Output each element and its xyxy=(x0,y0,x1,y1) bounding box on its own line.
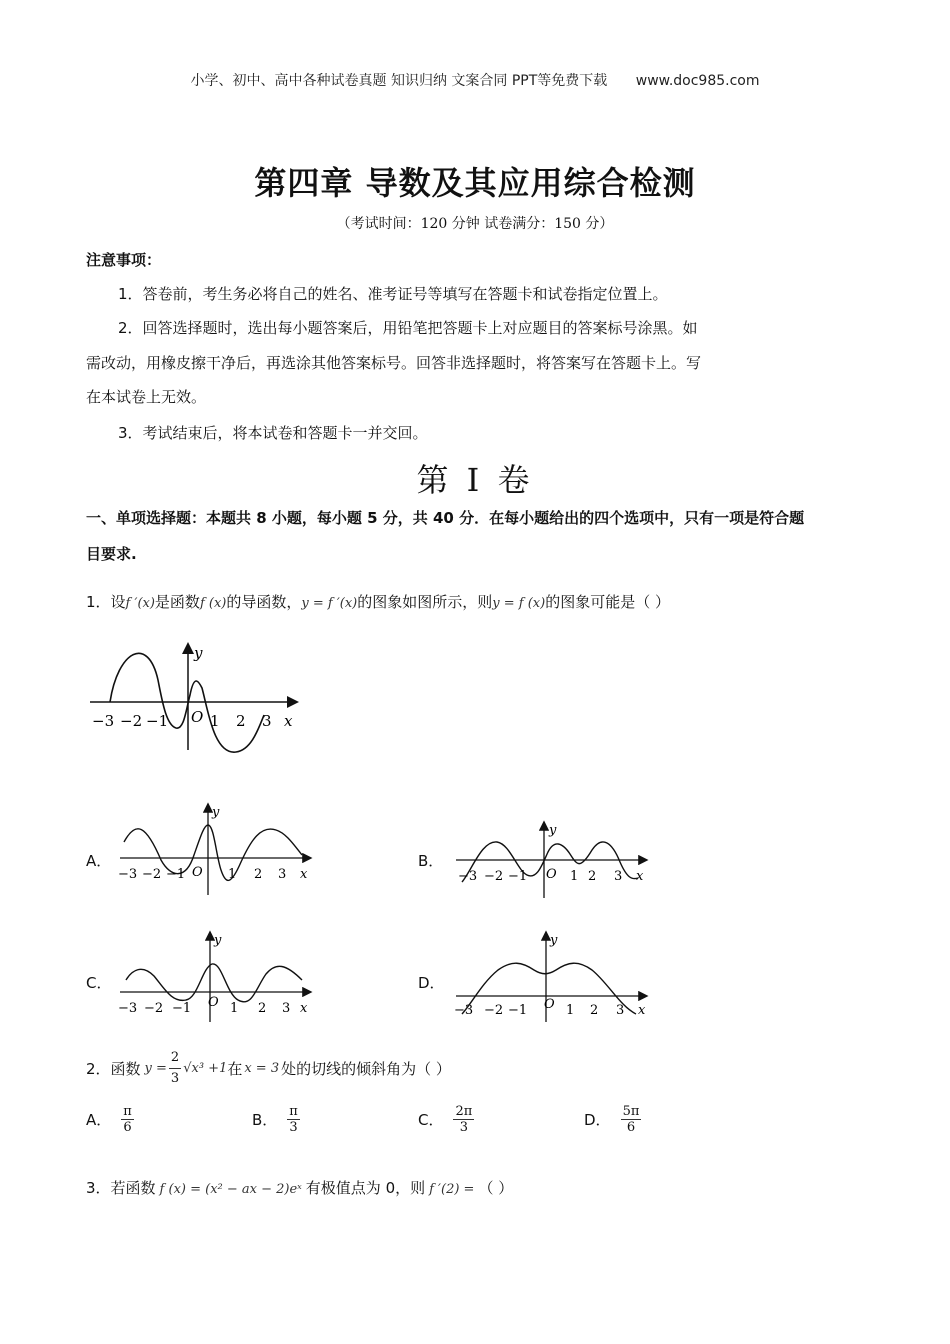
option-b-graph[interactable] xyxy=(452,820,652,900)
page-header xyxy=(0,70,950,90)
tick-label: −3 xyxy=(118,1001,138,1016)
tick-label: −3 xyxy=(92,712,115,730)
tick-label: −1 xyxy=(508,869,528,884)
tick-label: 2 xyxy=(254,867,263,882)
tick-label: 3 xyxy=(262,712,272,730)
q3-number: 3．若函数 xyxy=(86,1179,156,1197)
option-b-label[interactable]: B． xyxy=(418,852,444,870)
tick-label: 1 xyxy=(228,867,237,882)
q2-math-1a: y = xyxy=(144,1060,167,1076)
origin-label: O xyxy=(208,995,219,1010)
header-text: 小学、初中、高中各种试卷真题 知识归纳 文案合同 PPT等免费下载 xyxy=(190,73,608,89)
q2-d-den: 6 xyxy=(626,1120,636,1135)
origin-label: O xyxy=(546,867,557,882)
tick-label: −2 xyxy=(142,867,162,882)
q2-c-num: 2π xyxy=(455,1104,473,1119)
q2-frac-den: 3 xyxy=(170,1071,180,1086)
tick-label: 3 xyxy=(616,1003,625,1018)
option-label: B． xyxy=(252,1111,278,1129)
q2-b-den: 3 xyxy=(289,1120,298,1135)
question-3 xyxy=(86,1178,513,1200)
q1-math-2: f (x) xyxy=(199,596,227,611)
q3-text-1: 有极值点为 0，则 xyxy=(305,1179,426,1197)
notice-item-2-line-3: 在本试卷上无效。 xyxy=(86,388,207,406)
q1-math-4: y = f (x) xyxy=(492,596,546,611)
tick-label: −2 xyxy=(484,869,504,884)
q2-option-c[interactable] xyxy=(418,1104,474,1135)
y-axis-label: y xyxy=(212,805,220,820)
notice-item-1: 1．答卷前，考生务必将自己的姓名、准考证号等填写在答题卡和试卷指定位置上。 xyxy=(118,285,668,303)
x-axis-label: x xyxy=(636,869,644,884)
q1-text-1: 是函数 xyxy=(154,593,200,611)
tick-label: −1 xyxy=(508,1003,528,1018)
q3-math-2: f ′(2) = xyxy=(429,1182,475,1197)
q1-math-3: y = f ′(x) xyxy=(301,596,358,611)
tick-label: 2 xyxy=(588,869,597,884)
volume-heading: 第 I 卷 xyxy=(416,461,534,499)
y-axis-label: y xyxy=(549,823,557,838)
option-d-graph[interactable] xyxy=(452,928,652,1024)
option-d-label[interactable]: D． xyxy=(418,974,445,992)
section-heading-line-1: 一、单项选择题：本题共 8 小题，每小题 5 分，共 40 分．在每小题给出的四个选项中，只有一项是符合题 xyxy=(86,509,805,527)
y-axis-label: y xyxy=(550,933,558,948)
tick-label: 3 xyxy=(614,869,623,884)
option-label: C． xyxy=(418,1111,444,1129)
y-axis-label: y xyxy=(214,933,222,948)
tick-label: −1 xyxy=(166,867,186,882)
header-url[interactable]: www.doc985.com xyxy=(635,73,760,89)
origin-label: O xyxy=(192,865,203,880)
tick-label: 1 xyxy=(230,1001,239,1016)
q2-option-a[interactable] xyxy=(86,1104,134,1135)
q2-math-2: x = 3 xyxy=(244,1060,280,1076)
question-1 xyxy=(86,592,670,614)
q1-text-4: 的图象可能是（ ） xyxy=(545,593,670,611)
q2-frac-num: 2 xyxy=(169,1048,181,1069)
tick-label: −3 xyxy=(454,1003,474,1018)
q3-math-1: f (x) = (x² − ax − 2)eˣ xyxy=(159,1182,302,1197)
y-axis-label: y xyxy=(194,644,203,662)
tick-label: −1 xyxy=(172,1001,192,1016)
q1-math-1: f ′(x) xyxy=(125,596,155,611)
x-axis-label: x xyxy=(638,1003,646,1018)
q2-b-num: π xyxy=(289,1104,298,1119)
tick-label: 1 xyxy=(566,1003,575,1018)
q2-math-1b: √x³ +1 xyxy=(183,1060,228,1076)
origin-label: O xyxy=(544,997,555,1012)
notice-item-2-line-1: 2．回答选择题时，选出每小题答案后，用铅笔把答题卡上对应题目的答案标号涂黑。如 xyxy=(118,319,698,337)
option-a-graph[interactable] xyxy=(116,800,316,900)
tick-label: −2 xyxy=(144,1001,164,1016)
derivative-graph xyxy=(86,640,306,765)
origin-label: O xyxy=(191,708,204,726)
option-c-graph[interactable] xyxy=(116,928,316,1024)
notice-item-2-line-2: 需改动，用橡皮擦干净后，再选涂其他答案标号。回答非选择题时，将答案写在答题卡上。写 xyxy=(86,354,702,372)
x-axis-label: x xyxy=(284,712,293,730)
tick-label: 2 xyxy=(258,1001,267,1016)
q2-d-num: 5π xyxy=(622,1104,640,1119)
notice-item-3: 3．考试结束后，将本试卷和答题卡一并交回。 xyxy=(118,424,428,442)
option-label: D． xyxy=(584,1111,611,1129)
x-axis-label: x xyxy=(300,1001,308,1016)
q2-a-den: 6 xyxy=(123,1120,132,1135)
notice-heading: 注意事项： xyxy=(86,251,162,269)
q1-number: 1．设 xyxy=(86,593,126,611)
tick-label: 3 xyxy=(282,1001,291,1016)
section-heading-line-2: 目要求. xyxy=(86,545,137,563)
tick-label: −3 xyxy=(458,869,478,884)
q3-text-2: （ ） xyxy=(478,1179,514,1197)
q1-text-3: 的图象如图所示，则 xyxy=(357,593,493,611)
question-2 xyxy=(86,1048,451,1089)
x-axis-label: x xyxy=(300,867,308,882)
tick-label: −1 xyxy=(146,712,169,730)
tick-label: 1 xyxy=(210,712,220,730)
option-a-label[interactable]: A． xyxy=(86,852,112,870)
tick-label: −2 xyxy=(120,712,143,730)
tick-label: 3 xyxy=(278,867,287,882)
page-title: 第四章 导数及其应用综合检测 xyxy=(254,164,696,202)
tick-label: 2 xyxy=(590,1003,599,1018)
q2-option-d[interactable] xyxy=(584,1104,641,1135)
q2-fraction xyxy=(169,1048,181,1089)
option-label: A． xyxy=(86,1111,112,1129)
tick-label: −2 xyxy=(484,1003,504,1018)
q2-a-num: π xyxy=(123,1104,132,1119)
tick-label: 2 xyxy=(236,712,246,730)
q2-text-1: 在 xyxy=(227,1059,243,1078)
q2-c-den: 3 xyxy=(459,1120,469,1135)
page-subtitle: （考试时间：120 分钟 试卷满分：150 分） xyxy=(336,216,614,232)
q1-text-2: 的导函数， xyxy=(226,593,302,611)
q2-number: 2．函数 xyxy=(86,1059,141,1078)
tick-label: 1 xyxy=(570,869,579,884)
q2-text-2: 处的切线的倾斜角为（ ） xyxy=(281,1059,451,1078)
tick-label: −3 xyxy=(118,867,138,882)
q2-option-b[interactable] xyxy=(252,1104,300,1135)
option-c-label[interactable]: C． xyxy=(86,974,112,992)
